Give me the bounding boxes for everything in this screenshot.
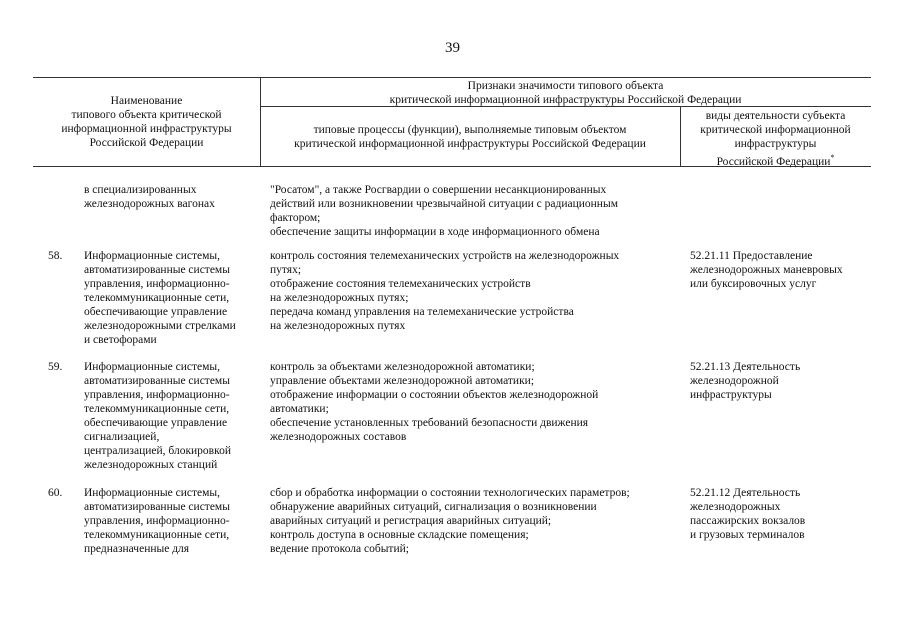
row-continuation-name: в специализированных железнодорожных вагонах xyxy=(84,184,215,210)
row-58-processes: контроль состояния телемеханических устройств на железнодорожных путях; отображение состояния телемеханических устройств на железнодорожных путях; передача команд управления на телемеханические устройства на железнодорожных путях xyxy=(270,250,620,332)
page-number: 39 xyxy=(445,40,460,56)
header-processes-column: типовые процессы (функции), выполняемые типовым объектом критической информационной инфраструктуры Российской Федерации xyxy=(294,124,646,150)
row-60-name: Информационные системы, автоматизированные системы управления, информационно- телекоммуникационные сети, предназначенные для xyxy=(84,487,230,555)
row-59-number: 59. xyxy=(48,361,63,373)
header-significance-group: Признаки значимости типового объекта критической информационной инфраструктуры Российской Федерации xyxy=(389,80,742,106)
header-name-column: Наименование типового объекта критической информационной инфраструктуры Российской Федерации xyxy=(61,95,232,149)
row-continuation-processes: "Росатом", а также Росгвардии о совершении несанкционированных действий или возникновении чрезвычайной ситуации с радиационным фактором; обеспечение защиты информации в ходе информационного обмена xyxy=(270,184,618,238)
row-58-name: Информационные системы, автоматизированные системы управления, информационно- телекоммуникационные сети, обеспечивающие управление железнодорожными стрелками и светофорами xyxy=(84,250,236,346)
row-59-activity: 52.21.13 Деятельность железнодорожной инфраструктуры xyxy=(690,361,801,401)
row-60-number: 60. xyxy=(48,487,63,499)
row-60-activity: 52.21.12 Деятельность железнодорожных пассажирских вокзалов и грузовых терминалов xyxy=(690,487,806,541)
header-activity-column xyxy=(680,109,871,169)
footnote-marker: * xyxy=(830,153,835,162)
row-60-processes: сбор и обработка информации о состоянии технологических параметров; обнаружение аварийных ситуаций, сигнализация о возникновении аварийных ситуаций и регистрация аварийных ситуаций; контроль доступа в основные складские помещения; ведение протокола событий; xyxy=(270,487,630,555)
row-59-processes: контроль за объектами железнодорожной автоматики; управление объектами железнодорожной автоматики; отображение информации о состоянии объектов железнодорожной автоматики; обеспечение установленных требований безопасности движения железнодорожных составов xyxy=(270,361,599,443)
header-activity-text: виды деятельности субъекта критической информационной инфраструктуры Российской Федерации xyxy=(700,110,851,168)
row-58-activity: 52.21.11 Предоставление железнодорожных маневровых или буксировочных услуг xyxy=(690,250,843,290)
row-58-number: 58. xyxy=(48,250,63,262)
header-top-rule xyxy=(33,77,871,78)
row-59-name: Информационные системы, автоматизированные системы управления, информационно- телекоммуникационные сети, обеспечивающие управление сигнализацией, централизацией, блокировкой железнодорожных станций xyxy=(84,361,232,471)
